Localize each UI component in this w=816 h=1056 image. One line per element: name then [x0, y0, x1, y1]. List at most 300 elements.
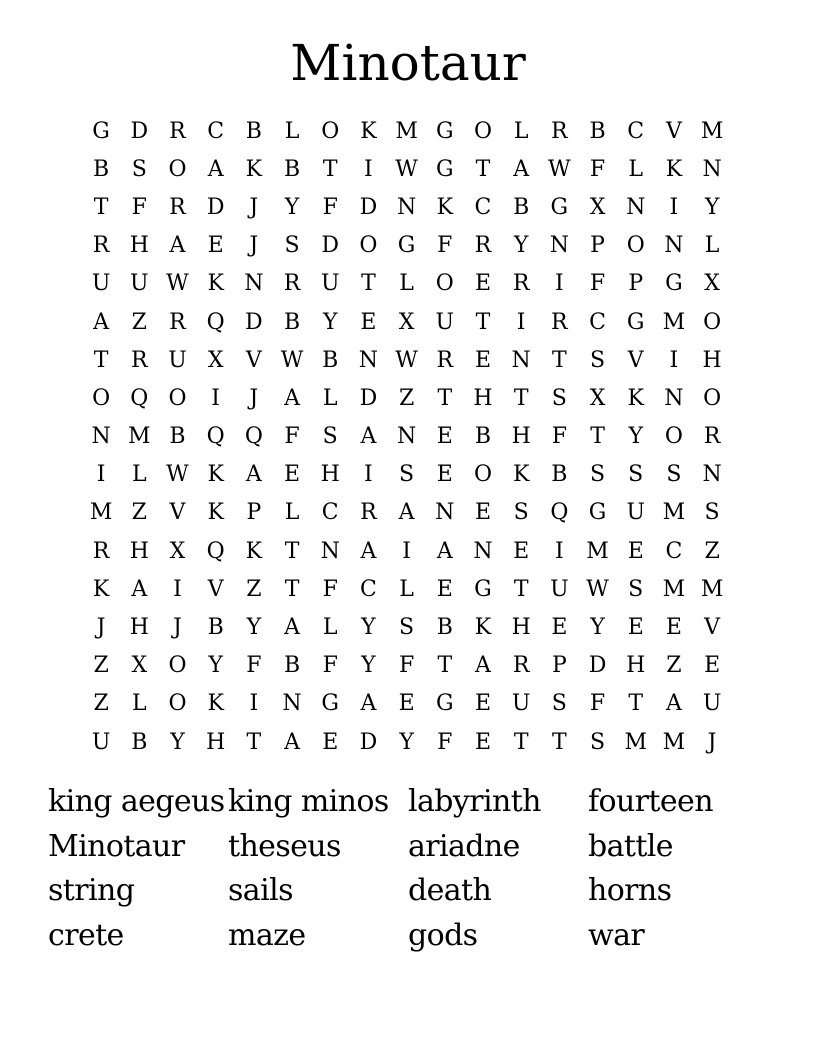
grid-letter: F: [284, 424, 300, 450]
grid-letter: M: [624, 729, 647, 755]
letter-grid: [82, 112, 731, 761]
grid-letter: H: [626, 653, 646, 679]
grid-letter: E: [207, 233, 224, 259]
grid-letter: O: [473, 118, 492, 144]
grid-letter: A: [169, 233, 186, 259]
word-list-item: fourteen: [588, 784, 713, 819]
grid-letter: R: [169, 118, 186, 144]
grid-letter: H: [206, 729, 226, 755]
grid-letter: G: [474, 576, 492, 602]
word-list-item: war: [588, 917, 645, 953]
grid-letter: H: [129, 615, 149, 641]
grid-letter: F: [551, 424, 567, 450]
grid-letter: L: [131, 462, 147, 488]
grid-letter: E: [513, 538, 530, 564]
grid-letter: O: [703, 385, 722, 411]
grid-letter: S: [704, 500, 720, 526]
grid-letter: H: [129, 233, 149, 259]
grid-letter: M: [662, 576, 686, 602]
grid-letter: Q: [130, 385, 149, 411]
grid-letter: H: [511, 615, 531, 641]
grid-letter: B: [131, 729, 148, 755]
grid-letter: T: [93, 347, 109, 373]
grid-letter: X: [589, 385, 606, 411]
grid-letter: Y: [513, 233, 529, 259]
grid-letter: V: [704, 615, 721, 641]
grid-letter: X: [589, 194, 606, 220]
grid-letter: N: [320, 538, 340, 564]
grid-letter: A: [360, 424, 377, 450]
grid-letter: Y: [628, 424, 643, 450]
grid-letter: F: [437, 233, 453, 259]
grid-letter: X: [207, 347, 224, 373]
grid-letter: J: [707, 729, 717, 755]
grid-letter: M: [89, 500, 113, 526]
grid-letter: A: [93, 309, 110, 335]
grid-letter: U: [168, 347, 187, 373]
grid-letter: S: [284, 233, 300, 259]
grid-letter: S: [628, 576, 644, 602]
grid-letter: D: [588, 653, 607, 679]
grid-letter: G: [435, 156, 454, 182]
grid-letter: D: [321, 233, 340, 259]
grid-letter: K: [512, 462, 530, 488]
grid-letter: B: [169, 424, 186, 450]
grid-letter: O: [703, 309, 722, 335]
grid-letter: I: [669, 194, 679, 220]
grid-letter: T: [513, 576, 529, 602]
grid-letter: T: [437, 385, 453, 411]
grid-letter: A: [284, 615, 300, 641]
grid-letter: L: [284, 118, 300, 144]
grid-letter: L: [513, 118, 529, 144]
grid-letter: H: [473, 385, 493, 411]
grid-letter: U: [550, 576, 569, 602]
grid-letter: V: [627, 347, 644, 373]
grid-letter: R: [703, 424, 721, 450]
grid-letter: O: [359, 233, 378, 259]
grid-letter: R: [92, 538, 110, 564]
grid-letter: N: [358, 347, 379, 373]
grid-letter: R: [512, 271, 530, 297]
grid-letter: U: [626, 500, 645, 526]
grid-letter: Y: [170, 729, 185, 755]
grid-letter: C: [321, 500, 339, 526]
grid-letter: L: [399, 271, 414, 297]
grid-letter: A: [207, 156, 224, 182]
grid-letter: P: [246, 500, 262, 526]
grid-letter: V: [207, 576, 224, 602]
grid-letter: X: [169, 538, 186, 564]
grid-letter: O: [626, 233, 645, 259]
grid-letter: D: [359, 194, 378, 220]
grid-letter: I: [554, 271, 564, 297]
grid-letter: G: [92, 118, 110, 144]
grid-letter: N: [549, 233, 569, 259]
grid-letter: T: [513, 729, 529, 755]
grid-letter: B: [474, 424, 492, 450]
grid-letter: D: [245, 309, 263, 335]
grid-letter: K: [474, 615, 492, 641]
grid-letter: E: [284, 462, 301, 488]
grid-letter: Y: [322, 309, 338, 335]
grid-letter: L: [628, 156, 644, 182]
grid-letter: F: [246, 653, 262, 679]
grid-letter: A: [131, 576, 148, 602]
grid-letter: W: [395, 347, 418, 373]
grid-letter: O: [473, 462, 492, 488]
grid-letter: K: [207, 462, 224, 488]
grid-letter: E: [436, 462, 453, 488]
grid-letter: T: [284, 576, 300, 602]
grid-letter: X: [704, 271, 720, 297]
grid-letter: E: [436, 576, 453, 602]
grid-letter: U: [511, 691, 531, 717]
grid-letter: U: [130, 271, 149, 297]
page-title: Minotaur: [290, 34, 526, 92]
grid-letter: R: [169, 194, 186, 220]
grid-letter: B: [283, 653, 301, 679]
grid-letter: S: [399, 615, 415, 641]
grid-letter: A: [245, 462, 262, 488]
grid-letter: E: [474, 347, 491, 373]
grid-letter: K: [207, 271, 224, 297]
grid-letter: N: [664, 385, 684, 411]
grid-letter: J: [249, 385, 259, 411]
grid-letter: I: [96, 462, 106, 488]
grid-letter: N: [396, 194, 417, 220]
grid-letter: M: [700, 576, 724, 602]
word-list-item: string: [48, 873, 135, 908]
grid-letter: R: [512, 653, 530, 679]
word-list-item: theseus: [228, 828, 341, 864]
grid-letter: B: [322, 347, 339, 373]
word-list-item: labyrinth: [408, 784, 541, 819]
grid-letter: X: [131, 653, 148, 679]
grid-letter: M: [662, 309, 686, 335]
grid-letter: E: [360, 309, 377, 335]
grid-letter: J: [173, 615, 182, 641]
grid-letter: R: [283, 271, 301, 297]
grid-letter: T: [475, 309, 491, 335]
grid-letter: W: [166, 271, 189, 297]
grid-letter: B: [589, 118, 606, 144]
grid-letter: E: [398, 691, 415, 717]
grid-letter: G: [397, 233, 416, 259]
grid-letter: O: [168, 385, 187, 411]
grid-letter: K: [207, 691, 224, 717]
grid-letter: S: [589, 347, 606, 373]
grid-letter: U: [435, 309, 455, 335]
grid-letter: G: [321, 691, 339, 717]
grid-letter: A: [665, 691, 682, 717]
grid-letter: O: [435, 271, 454, 297]
grid-letter: B: [513, 194, 530, 220]
word-list-item: gods: [408, 917, 478, 953]
grid-letter: Y: [590, 615, 605, 641]
grid-letter: D: [359, 385, 378, 411]
grid-letter: F: [589, 691, 606, 717]
grid-letter: E: [665, 615, 682, 641]
grid-letter: C: [207, 118, 225, 144]
grid-letter: A: [475, 653, 491, 679]
grid-letter: T: [246, 729, 262, 755]
grid-letter: K: [627, 385, 644, 411]
grid-letter: W: [395, 156, 418, 182]
grid-letter: F: [589, 156, 606, 182]
grid-letter: S: [551, 691, 567, 717]
grid-letter: Q: [206, 309, 225, 335]
grid-letter: E: [627, 615, 644, 641]
grid-letter: M: [662, 500, 686, 526]
grid-letter: L: [284, 500, 300, 526]
grid-letter: N: [282, 691, 302, 717]
grid-letter: Q: [206, 424, 225, 450]
grid-letter: S: [589, 462, 606, 488]
word-list-item: battle: [588, 828, 673, 864]
grid-letter: E: [474, 500, 491, 526]
grid-letter: Y: [399, 729, 414, 755]
grid-letter: P: [590, 233, 605, 259]
grid-letter: G: [435, 118, 454, 144]
grid-letter: O: [168, 156, 187, 182]
grid-letter: F: [322, 194, 338, 220]
grid-letter: Y: [284, 194, 300, 220]
grid-letter: E: [474, 729, 491, 755]
grid-letter: W: [586, 576, 609, 602]
grid-letter: N: [435, 500, 455, 526]
grid-letter: R: [169, 309, 186, 335]
grid-letter: U: [91, 271, 111, 297]
grid-letter: E: [551, 615, 568, 641]
grid-letter: K: [245, 538, 263, 564]
grid-letter: C: [627, 118, 645, 144]
grid-letter: T: [552, 347, 567, 373]
word-list-item: Minotaur: [48, 828, 185, 864]
grid-letter: W: [548, 156, 571, 182]
grid-letter: C: [359, 576, 377, 602]
grid-letter: Z: [398, 385, 415, 411]
grid-letter: B: [207, 615, 224, 641]
grid-letter: Z: [131, 500, 147, 526]
grid-letter: K: [436, 194, 453, 220]
grid-letter: F: [437, 729, 453, 755]
grid-letter: O: [92, 385, 111, 411]
grid-letter: R: [130, 347, 148, 373]
grid-letter: I: [364, 156, 373, 182]
grid-letter: G: [588, 500, 607, 526]
grid-letter: V: [665, 118, 682, 144]
grid-letter: C: [474, 194, 492, 220]
grid-letter: W: [166, 462, 189, 488]
grid-letter: K: [92, 576, 110, 602]
grid-letter: Z: [246, 576, 262, 602]
grid-letter: T: [361, 271, 376, 297]
grid-letter: R: [474, 233, 492, 259]
grid-letter: O: [664, 424, 683, 450]
grid-letter: M: [700, 118, 724, 144]
grid-letter: A: [513, 156, 530, 182]
grid-letter: T: [513, 385, 529, 411]
grid-letter: S: [131, 156, 147, 182]
grid-letter: Z: [666, 653, 682, 679]
grid-letter: U: [91, 729, 111, 755]
grid-letter: N: [664, 233, 684, 259]
grid-letter: T: [590, 424, 605, 450]
grid-letter: B: [283, 156, 301, 182]
grid-letter: S: [551, 385, 567, 411]
grid-letter: A: [436, 538, 453, 564]
grid-letter: R: [551, 309, 568, 335]
grid-letter: K: [665, 156, 683, 182]
grid-letter: R: [436, 347, 454, 373]
grid-letter: N: [626, 194, 646, 220]
grid-letter: V: [169, 500, 186, 526]
grid-letter: A: [284, 385, 300, 411]
grid-letter: K: [207, 500, 224, 526]
grid-letter: N: [702, 462, 722, 488]
grid-letter: P: [628, 271, 644, 297]
grid-letter: N: [702, 156, 722, 182]
grid-letter: A: [360, 538, 377, 564]
grid-letter: L: [322, 615, 338, 641]
grid-letter: W: [280, 347, 304, 373]
grid-letter: L: [399, 576, 414, 602]
grid-letter: I: [249, 691, 259, 717]
word-list-item: ariadne: [408, 828, 520, 864]
word-list-item: horns: [588, 873, 672, 908]
grid-letter: X: [398, 309, 415, 335]
grid-letter: B: [245, 118, 262, 144]
grid-letter: E: [474, 691, 491, 717]
grid-letter: F: [322, 653, 338, 679]
grid-letter: T: [322, 156, 338, 182]
grid-letter: Y: [361, 653, 376, 679]
grid-letter: S: [666, 462, 682, 488]
grid-letter: T: [552, 729, 567, 755]
grid-letter: Z: [93, 691, 109, 717]
grid-letter: A: [360, 691, 377, 717]
grid-letter: Q: [550, 500, 569, 526]
word-list-item: king minos: [228, 784, 389, 819]
grid-letter: D: [359, 729, 378, 755]
grid-letter: F: [131, 194, 147, 220]
grid-letter: N: [396, 424, 417, 450]
grid-letter: Y: [704, 194, 720, 220]
grid-letter: F: [398, 653, 415, 679]
grid-letter: M: [395, 118, 418, 144]
grid-letter: Z: [704, 538, 720, 564]
grid-letter: O: [168, 691, 187, 717]
grid-letter: I: [173, 576, 182, 602]
grid-letter: B: [93, 156, 110, 182]
grid-letter: R: [92, 233, 110, 259]
grid-letter: T: [437, 653, 453, 679]
grid-letter: N: [511, 347, 531, 373]
word-list: [48, 780, 768, 958]
grid-letter: P: [551, 653, 567, 679]
grid-letter: U: [702, 691, 722, 717]
grid-letter: G: [435, 691, 454, 717]
grid-letter: D: [130, 118, 149, 144]
grid-letter: R: [360, 500, 377, 526]
grid-letter: E: [474, 271, 491, 297]
grid-letter: M: [586, 538, 609, 564]
grid-letter: Q: [206, 538, 225, 564]
grid-letter: H: [320, 462, 340, 488]
grid-letter: R: [551, 118, 568, 144]
grid-letter: T: [475, 156, 491, 182]
grid-letter: N: [244, 271, 264, 297]
grid-letter: G: [550, 194, 569, 220]
grid-letter: L: [131, 691, 147, 717]
grid-letter: E: [704, 653, 721, 679]
grid-letter: J: [249, 233, 259, 259]
grid-letter: K: [360, 118, 377, 144]
grid-letter: N: [473, 538, 493, 564]
grid-letter: H: [511, 424, 531, 450]
grid-letter: S: [322, 424, 338, 450]
grid-letter: E: [627, 538, 644, 564]
grid-letter: M: [128, 424, 151, 450]
word-list-item: death: [408, 873, 492, 908]
grid-letter: I: [669, 347, 679, 373]
grid-letter: J: [249, 194, 259, 220]
grid-letter: L: [704, 233, 720, 259]
grid-letter: S: [628, 462, 644, 488]
grid-letter: C: [665, 538, 683, 564]
grid-letter: Y: [246, 615, 262, 641]
grid-letter: E: [436, 424, 453, 450]
grid-letter: J: [96, 615, 106, 641]
grid-letter: B: [283, 309, 301, 335]
grid-letter: Z: [93, 653, 109, 679]
grid-letter: S: [513, 500, 529, 526]
grid-letter: O: [168, 653, 187, 679]
grid-letter: H: [702, 347, 722, 373]
grid-letter: Z: [131, 309, 147, 335]
grid-letter: I: [402, 538, 411, 564]
grid-letter: I: [516, 309, 526, 335]
grid-letter: I: [554, 538, 564, 564]
grid-letter: A: [398, 500, 415, 526]
word-list-item: king aegeus: [48, 784, 225, 819]
word-list-item: maze: [228, 917, 306, 953]
grid-letter: U: [320, 271, 340, 297]
grid-letter: T: [628, 691, 644, 717]
grid-letter: N: [91, 424, 111, 450]
grid-letter: S: [399, 462, 415, 488]
grid-letter: I: [211, 385, 220, 411]
grid-letter: C: [589, 309, 606, 335]
grid-letter: V: [245, 347, 262, 373]
grid-letter: D: [206, 194, 225, 220]
grid-letter: G: [626, 309, 645, 335]
grid-letter: Y: [208, 653, 223, 679]
grid-letter: B: [436, 615, 453, 641]
grid-letter: Y: [361, 615, 376, 641]
grid-letter: A: [284, 729, 300, 755]
grid-letter: S: [589, 729, 606, 755]
grid-letter: B: [551, 462, 568, 488]
grid-letter: F: [322, 576, 338, 602]
grid-letter: Q: [244, 424, 263, 450]
grid-letter: T: [284, 538, 300, 564]
grid-letter: O: [321, 118, 340, 144]
grid-letter: L: [322, 385, 338, 411]
word-list-item: crete: [48, 917, 124, 953]
grid-letter: E: [322, 729, 339, 755]
